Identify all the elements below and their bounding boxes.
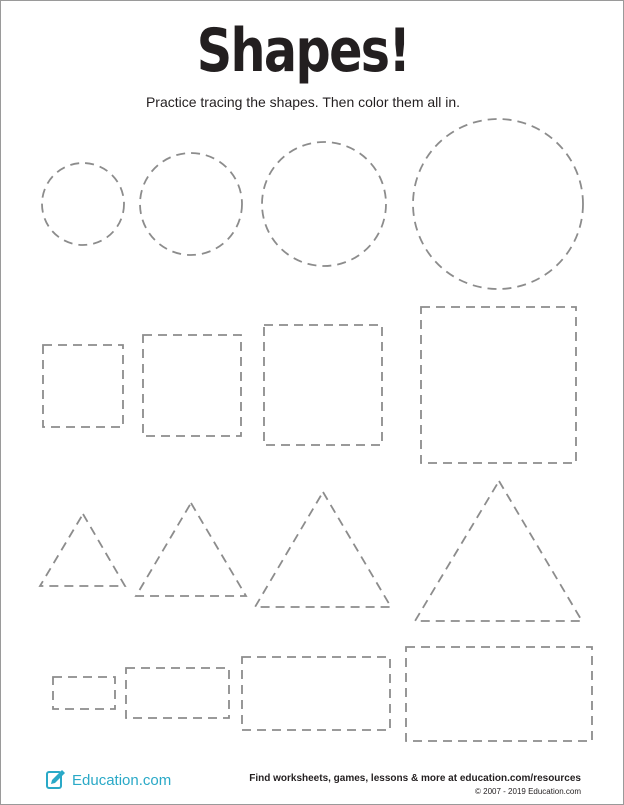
circle-medium [140, 153, 242, 255]
triangle-extra-large [415, 481, 582, 621]
rectangle-small [53, 677, 115, 709]
triangle-small [40, 514, 125, 586]
page-title: Shapes! [196, 16, 410, 86]
education-logo[interactable] [45, 766, 171, 794]
instructions: Practice tracing the shapes. Then color them all in. [145, 94, 461, 110]
tracing-shapes [1, 1, 623, 804]
footer-tagline[interactable]: Find worksheets, games, lessons & more at education.com/resources [249, 773, 581, 784]
square-medium [143, 335, 241, 436]
rectangle-extra-large [406, 647, 592, 741]
copyright-text: © 2007 - 2019 Education.com [475, 787, 581, 796]
logo-text: Education.com [72, 771, 172, 789]
square-extra-large [421, 307, 576, 463]
triangle-large [255, 492, 391, 607]
pencil-paper-icon [45, 766, 67, 795]
square-large [264, 325, 382, 445]
circle-large [262, 142, 386, 266]
rectangle-medium [126, 668, 229, 718]
triangle-medium [136, 503, 246, 596]
circle-extra-large [413, 119, 583, 289]
rectangle-large [242, 657, 390, 730]
square-small [43, 345, 123, 427]
circle-small [42, 163, 124, 245]
